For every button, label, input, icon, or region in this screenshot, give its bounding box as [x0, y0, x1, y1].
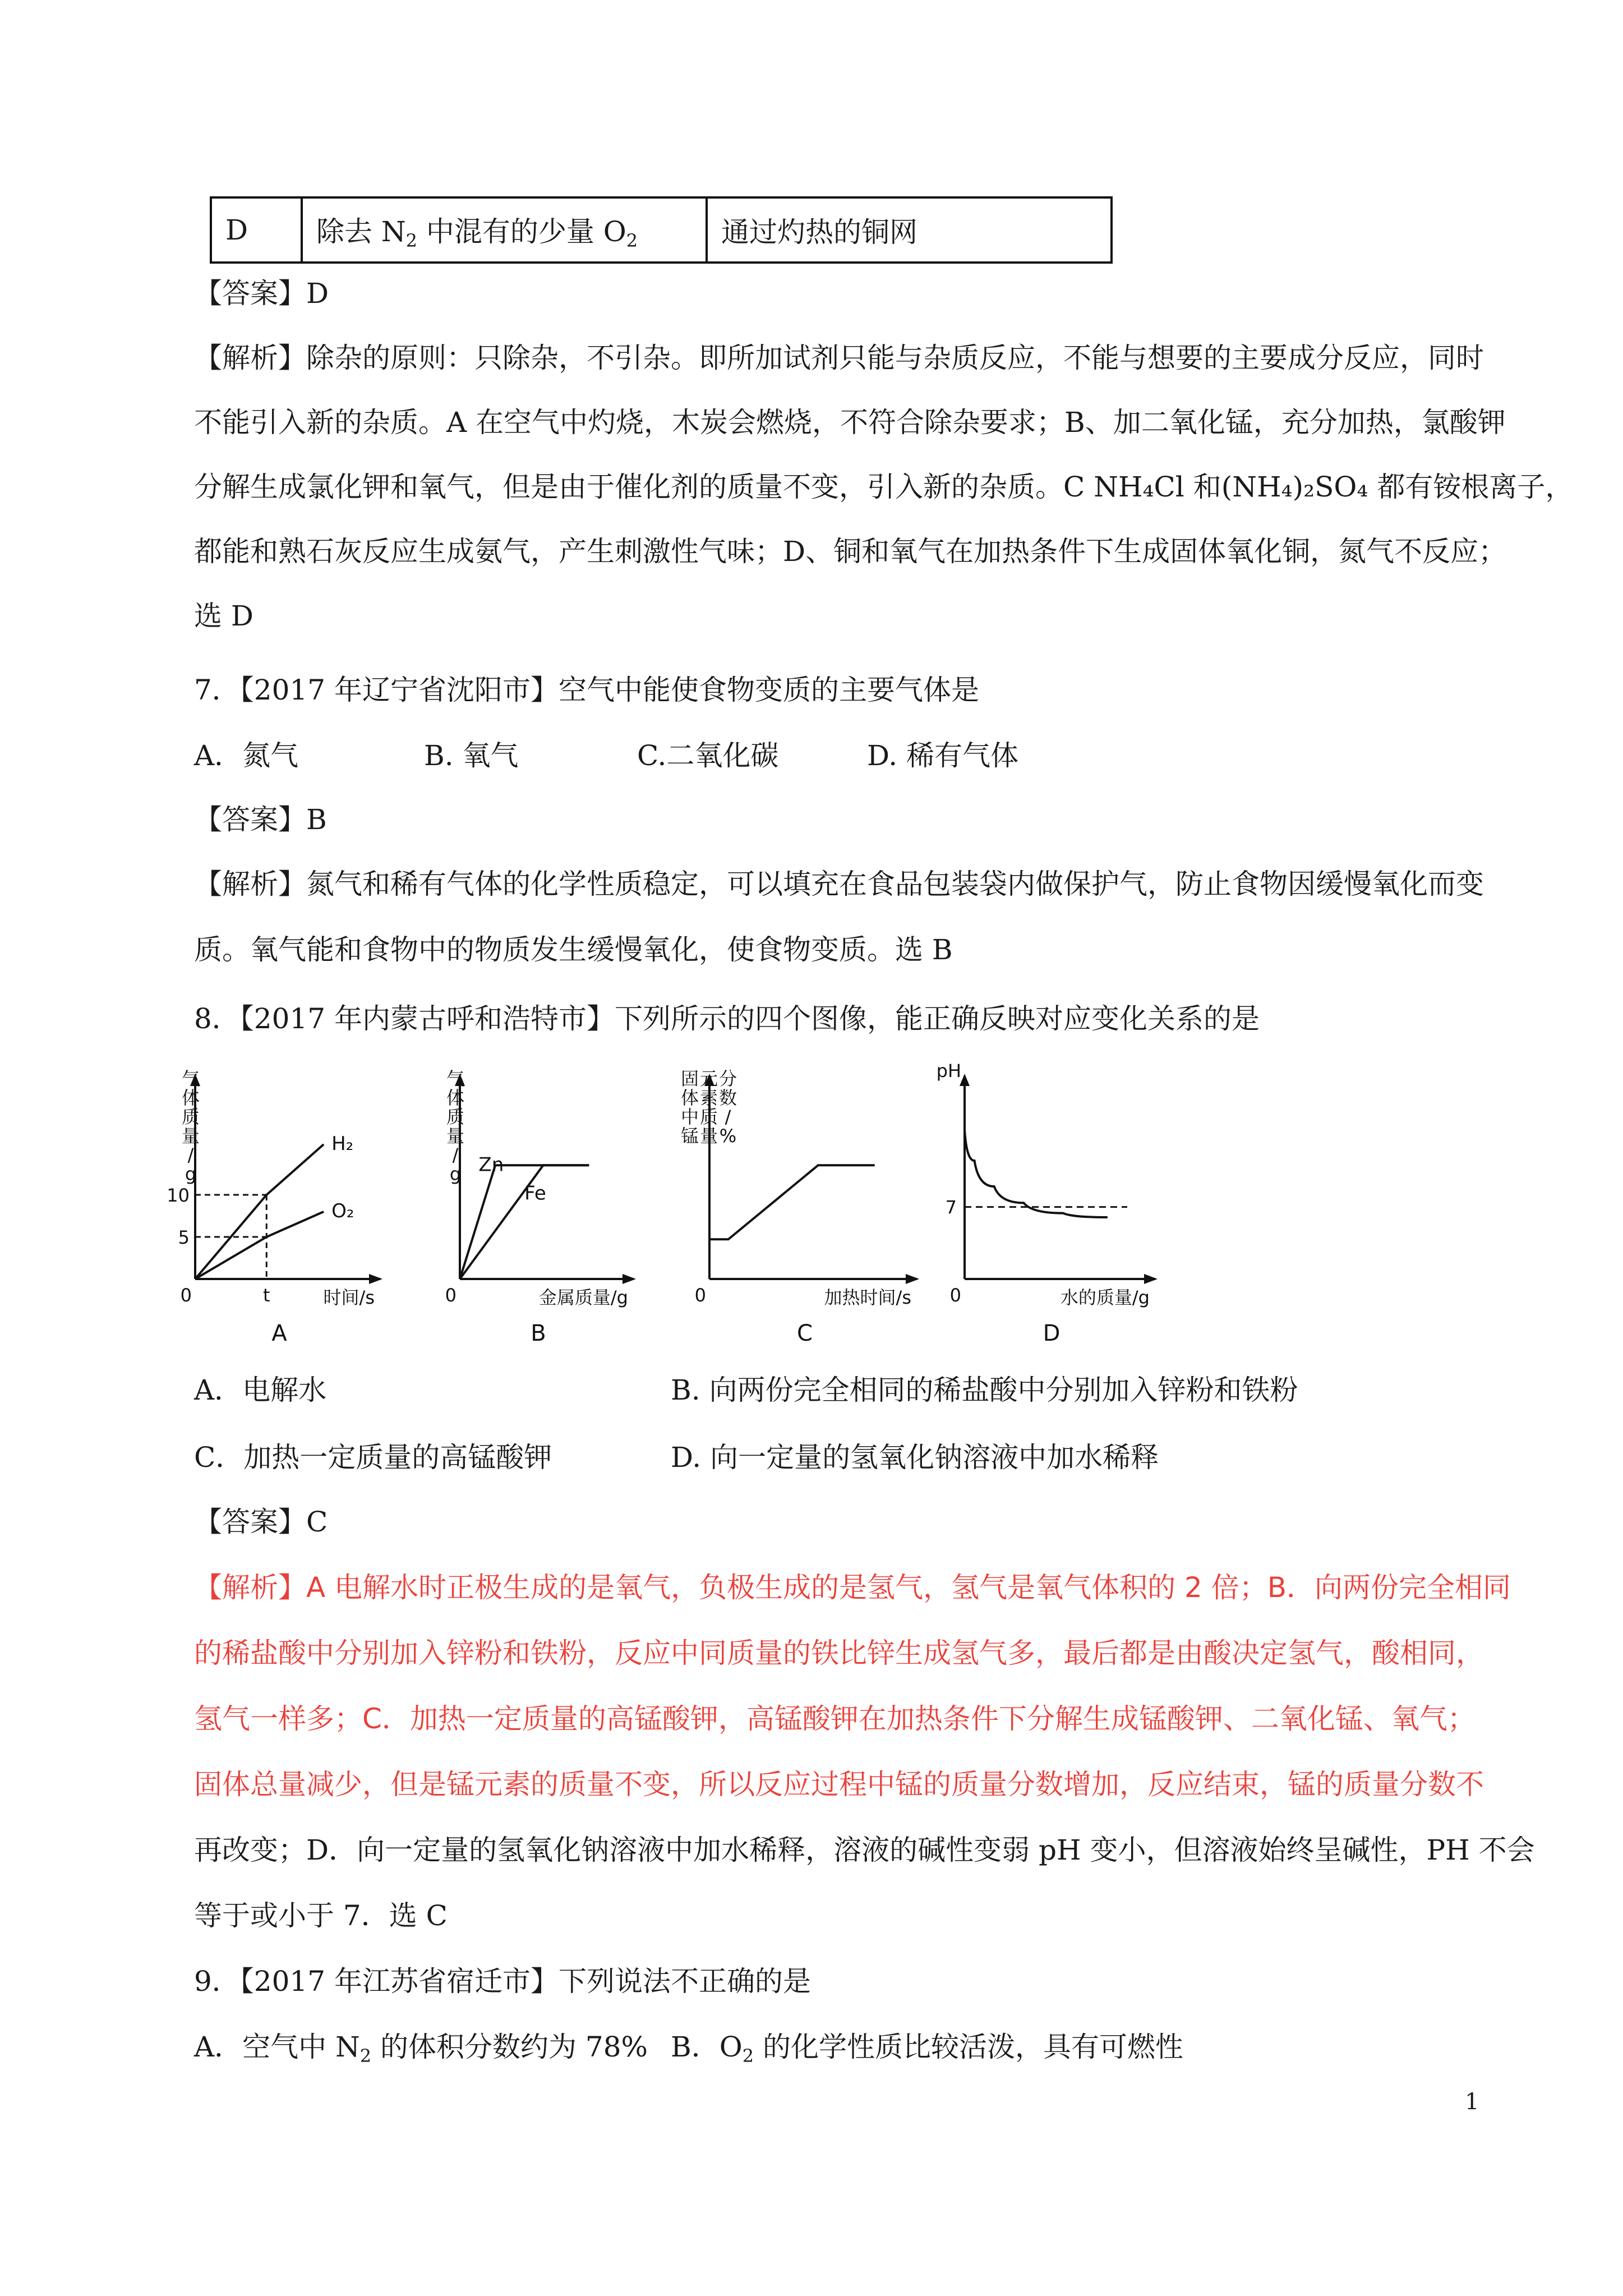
- q6-analysis-line: 不能引入新的杂质。A 在空气中灼烧，木炭会燃烧，不符合除杂要求；B、加二氧化锰，充分加热，氯酸钾: [194, 406, 1506, 439]
- q8-options-row: [194, 1373, 1484, 1407]
- q7-options: [194, 739, 1484, 772]
- q7-option: C.二氧化碳: [637, 739, 779, 772]
- y-axis-label: [446, 1068, 464, 1185]
- q8-stem: 8．【2017 年内蒙古呼和浩特市】下列所示的四个图像，能正确反映对应变化关系的是: [194, 1002, 1260, 1035]
- option-subscript: 2: [359, 2045, 372, 2067]
- y-axis-label-char: 元: [699, 1068, 718, 1089]
- y-axis-label-char: 固: [680, 1068, 699, 1089]
- q8-options-row: [194, 1441, 1484, 1474]
- q8-option: D. 向一定量的氢氧化钠溶液中加水稀释: [671, 1441, 1159, 1474]
- y-axis-label-char: 分: [718, 1068, 737, 1089]
- table-row: [211, 197, 1112, 263]
- x-axis-arrow: [369, 1274, 382, 1284]
- series-label: O₂: [331, 1200, 354, 1222]
- chart-panel: [187, 1074, 382, 1284]
- q9-stem: 9．【2017 年江苏省宿迁市】下列说法不正确的是: [194, 1965, 811, 1998]
- y-axis-label-char: 气: [181, 1068, 200, 1089]
- y-tick-label: 10: [167, 1185, 190, 1206]
- q8-option: C．加热一定质量的高锰酸钾: [194, 1441, 552, 1474]
- q9-option-b: [671, 2030, 1183, 2073]
- y-axis-label-char: g: [185, 1163, 197, 1185]
- x-axis-label: 加热时间/s: [824, 1287, 911, 1308]
- y-tick-label: 7: [945, 1197, 957, 1218]
- y-axis-label-char: 体: [181, 1087, 200, 1108]
- series-line: [195, 1144, 324, 1279]
- q6-answer: 【答案】D: [194, 277, 329, 310]
- y-axis-label-char: 锰: [680, 1125, 699, 1147]
- y-axis-label-char: 量: [446, 1125, 465, 1147]
- chart-caption: B: [531, 1320, 546, 1346]
- y-axis-label-char: %: [719, 1125, 737, 1147]
- y-axis-label-char: 质: [699, 1106, 718, 1128]
- x-axis-label: 金属质量/g: [538, 1287, 628, 1308]
- y-axis-label-char: 气: [446, 1068, 465, 1089]
- table-cell-option: D: [211, 197, 302, 263]
- series-label: Fe: [524, 1182, 546, 1205]
- y-axis-label-char: 质: [446, 1106, 465, 1128]
- y-axis-label-char: 体: [446, 1087, 465, 1108]
- cell-text: 中混有的少量 O: [417, 215, 626, 248]
- y-tick-label: 5: [178, 1227, 190, 1248]
- q7-analysis-line: 【解析】氮气和稀有气体的化学性质稳定，可以填充在食品包装袋内做保护气，防止食物因缓慢氧化而变: [194, 868, 1484, 900]
- q8-analysis-red-line: 氢气一样多；C．加热一定质量的高锰酸钾，高锰酸钾在加热条件下分解生成锰酸钾、二氧化锰、氧气；: [194, 1703, 1476, 1735]
- y-axis-label-char: 数: [718, 1087, 737, 1108]
- q7-option: A．氮气: [194, 739, 299, 772]
- q7-stem: 7．【2017 年辽宁省沈阳市】空气中能使食物变质的主要气体是: [194, 674, 979, 706]
- x-axis-label: 水的质量/g: [1060, 1287, 1150, 1308]
- q6-analysis-line: 分解生成氯化钾和氧气，但是由于催化剂的质量不变，引入新的杂质。C NH₄Cl 和(NH₄)₂SO₄ 都有铵根离子，: [194, 471, 1574, 503]
- x-axis-arrow: [1144, 1274, 1158, 1284]
- q8-option: B. 向两份完全相同的稀盐酸中分别加入锌粉和铁粉: [671, 1374, 1298, 1406]
- q7-option: D. 稀有气体: [867, 739, 1019, 772]
- q7-analysis-line: 质。氧气能和食物中的物质发生缓慢氧化，使食物变质。选 B: [194, 933, 953, 966]
- y-axis-label-char: /: [725, 1106, 731, 1128]
- option-text: 的化学性质比较活泼，具有可燃性: [754, 2031, 1183, 2063]
- y-axis-label: [182, 1068, 200, 1185]
- origin-label: 0: [445, 1285, 457, 1306]
- x-tick-label: t: [262, 1285, 270, 1306]
- y-axis-label-char: /: [187, 1144, 194, 1166]
- origin-label: 0: [949, 1285, 961, 1306]
- origin-label: 0: [694, 1285, 706, 1306]
- page-number: 1: [1465, 2089, 1479, 2115]
- q9-options-row: [194, 2030, 1484, 2073]
- chart-panel: [452, 1074, 636, 1284]
- y-axis-label-char: 中: [680, 1106, 699, 1128]
- q8-analysis-red-line: 【解析】A 电解水时正极生成的是氧气，负极生成的是氢气，氢气是氧气体积的 2 倍；B．向两份完全相同: [194, 1571, 1511, 1604]
- table-cell-method: 通过灼热的铜网: [707, 197, 1112, 263]
- chart-caption: D: [1043, 1320, 1061, 1346]
- q7-answer: 【答案】B: [194, 803, 327, 836]
- cell-text: 除去 N: [316, 215, 406, 248]
- option-text: A．空气中 N: [194, 2031, 360, 2063]
- chart-caption: A: [271, 1320, 287, 1346]
- y-axis-label: [681, 1068, 737, 1147]
- q8-analysis-line: 再改变；D．向一定量的氢氧化钠溶液中加水稀释，溶液的碱性变弱 pH 变小，但溶液始终呈碱性，PH 不会: [194, 1834, 1535, 1866]
- q9-option-a: [194, 2030, 671, 2073]
- option-text: B．O: [671, 2031, 743, 2063]
- series-line: [195, 1212, 324, 1279]
- q8-analysis-red-line: 固体总量减少，但是锰元素的质量不变，所以反应过程中锰的质量分数增加，反应结束，锰的质量分数不: [194, 1768, 1484, 1801]
- option-text: 的体积分数约为 78%: [371, 2031, 648, 2063]
- series-label: H₂: [331, 1133, 354, 1155]
- y-axis-label-char: 量: [699, 1125, 718, 1147]
- series-label: Zn: [478, 1153, 504, 1176]
- x-axis-arrow: [906, 1274, 919, 1284]
- q6-analysis-line: 选 D: [194, 600, 253, 632]
- q8-charts-figure: [167, 1055, 1211, 1346]
- q8-analysis-red-line: 的稀盐酸中分别加入锌粉和铁粉，反应中同质量的铁比锌生成氢气多，最后都是由酸决定氢气，酸相同，: [194, 1637, 1484, 1669]
- q7-option: B. 氧气: [424, 739, 519, 772]
- y-axis-label-char: 量: [181, 1125, 200, 1147]
- q8-answer: 【答案】C: [194, 1506, 328, 1538]
- q6-analysis-line: 【解析】除杂的原则：只除杂，不引杂。即所加试剂只能与杂质反应，不能与想要的主要成分反应，同时: [194, 342, 1484, 374]
- y-axis-label-char: 素: [699, 1087, 718, 1108]
- y-axis-label-char: g: [449, 1163, 462, 1185]
- y-axis-label-char: /: [452, 1144, 459, 1166]
- origin-label: 0: [180, 1285, 192, 1306]
- q6-analysis-line: 都能和熟石灰反应生成氨气，产生刺激性气味；D、铜和氧气在加热条件下生成固体氧化铜，氮气不反应；: [194, 535, 1507, 568]
- series-line: [965, 1130, 1108, 1217]
- chart-caption: C: [797, 1320, 813, 1346]
- q8-analysis-line: 等于或小于 7．选 C: [194, 1899, 448, 1932]
- x-axis-label: 时间/s: [323, 1287, 375, 1308]
- chart-panel: [960, 1074, 1158, 1284]
- q8-option: A．电解水: [194, 1374, 327, 1406]
- option-subscript: 2: [742, 2045, 754, 2067]
- series-line: [709, 1165, 875, 1239]
- y-axis-label-char: 质: [181, 1106, 200, 1128]
- options-table: [210, 196, 1113, 264]
- cell-subscript: 2: [626, 229, 638, 251]
- y-axis-label: pH: [936, 1060, 961, 1082]
- y-axis-label-char: 体: [680, 1087, 699, 1108]
- table-cell-purpose: [302, 197, 707, 263]
- x-axis-arrow: [623, 1274, 636, 1284]
- cell-subscript: 2: [405, 229, 418, 251]
